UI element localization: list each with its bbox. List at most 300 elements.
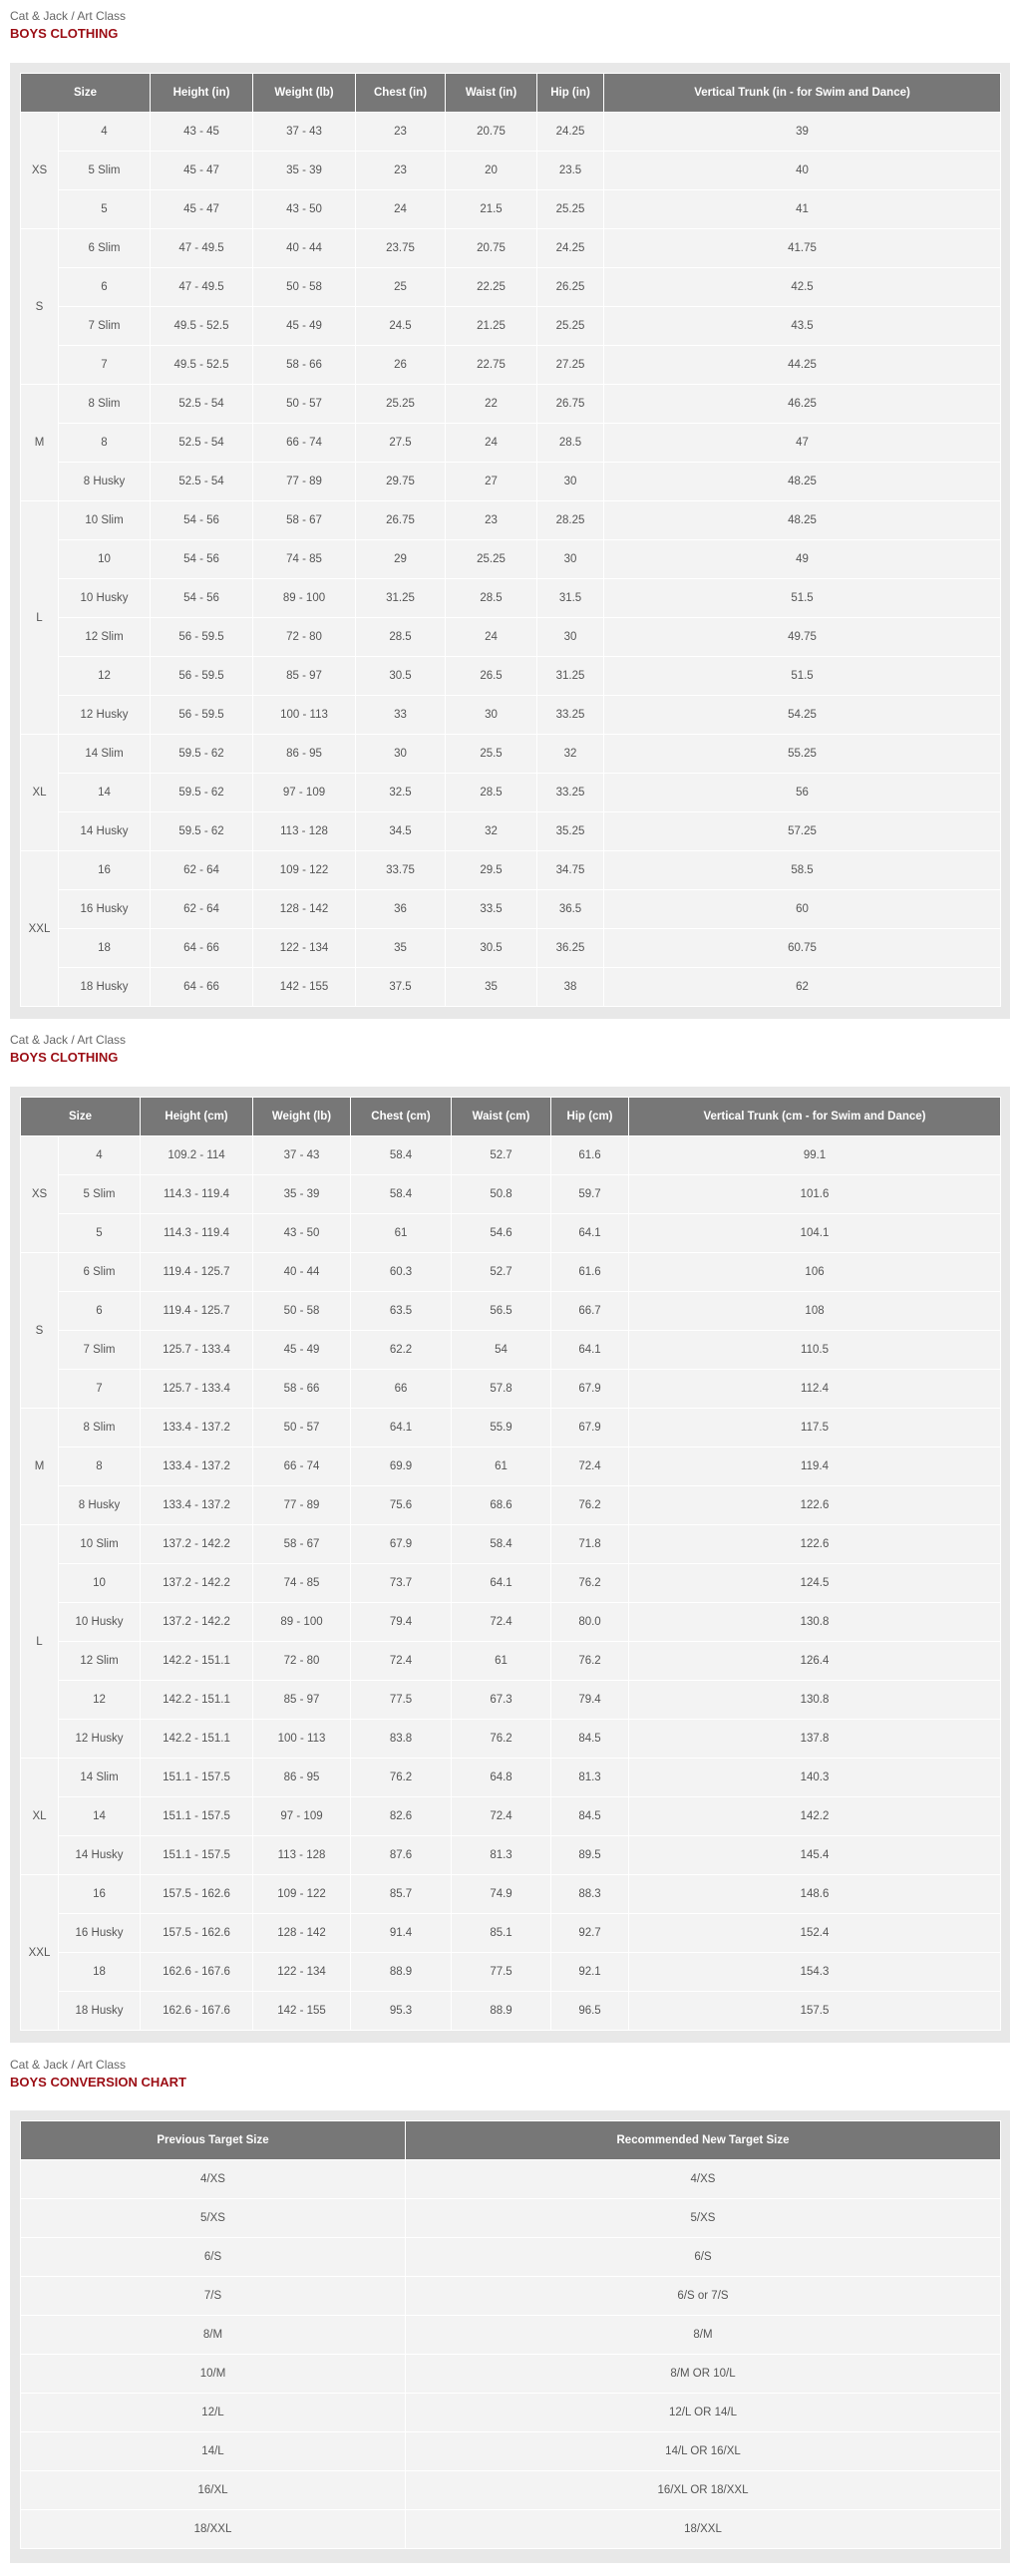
table-cell: 77 - 89 [253, 463, 356, 501]
table-cell: 50 - 58 [253, 1292, 351, 1331]
table-cell: 35 [446, 968, 537, 1007]
table-cell: 23 [356, 113, 446, 152]
table-cell: 82.6 [351, 1797, 452, 1836]
table-cell: 26.75 [537, 385, 604, 424]
table-cell: 64 - 66 [151, 968, 253, 1007]
table-row [21, 618, 1001, 657]
table-cell: 5 Slim [59, 152, 151, 190]
column-header: Weight (lb) [253, 1098, 351, 1136]
table-cell: 50 - 57 [253, 1409, 351, 1448]
table-cell: 52.5 - 54 [151, 385, 253, 424]
column-header: Chest (in) [356, 74, 446, 113]
table-row [21, 1681, 1001, 1720]
table-cell: 45 - 47 [151, 152, 253, 190]
table-cell: 47 [604, 424, 1001, 463]
table-cell: 33 [356, 696, 446, 735]
table-row [21, 1603, 1001, 1642]
table-row [21, 968, 1001, 1007]
table-cell: 58.4 [351, 1136, 452, 1175]
table-cell: 5 Slim [59, 1175, 141, 1214]
table-cell: 12 [59, 1681, 141, 1720]
table-row [21, 1564, 1001, 1603]
table-cell: 6/S [406, 2238, 1001, 2277]
table-row [21, 1331, 1001, 1370]
table-cell: 6 Slim [59, 229, 151, 268]
table-cell: 43.5 [604, 307, 1001, 346]
table-cell: 8 Slim [59, 385, 151, 424]
table-cell: 58.4 [351, 1175, 452, 1214]
table-cell: 59.5 - 62 [151, 774, 253, 812]
table-cell: 32.5 [356, 774, 446, 812]
table-cell: 145.4 [629, 1836, 1001, 1875]
table-cell: 30 [537, 540, 604, 579]
table-cell: 12 Husky [59, 1720, 141, 1759]
table-cell: 88.9 [452, 1992, 551, 2031]
table-row [21, 268, 1001, 307]
table-cell: 10 Husky [59, 579, 151, 618]
table-cell: 8/M [21, 2316, 406, 2355]
table-cell: 58 - 66 [253, 346, 356, 385]
table-cell: 58 - 67 [253, 501, 356, 540]
table-cell: 12 Slim [59, 1642, 141, 1681]
table-cell: 73.7 [351, 1564, 452, 1603]
table-cell: 37.5 [356, 968, 446, 1007]
table-cell: 10 Slim [59, 1525, 141, 1564]
column-header: Vertical Trunk (cm - for Swim and Dance) [629, 1098, 1001, 1136]
table-cell: 16 [59, 851, 151, 890]
table-cell: 125.7 - 133.4 [141, 1331, 253, 1370]
table-cell: 81.3 [452, 1836, 551, 1875]
table-cell: 77.5 [351, 1681, 452, 1720]
table-row [21, 1720, 1001, 1759]
table-cell: 30 [537, 463, 604, 501]
table-cell: 32 [537, 735, 604, 774]
table-cell: 62 - 64 [151, 851, 253, 890]
table-cell: 142.2 - 151.1 [141, 1720, 253, 1759]
table-cell: 67.9 [351, 1525, 452, 1564]
table-row [21, 540, 1001, 579]
table-cell: 24 [446, 618, 537, 657]
table-cell: 122 - 134 [253, 1953, 351, 1992]
table-cell: 130.8 [629, 1681, 1001, 1720]
table-cell: 41.75 [604, 229, 1001, 268]
table-row [21, 579, 1001, 618]
table-cell: 31.5 [537, 579, 604, 618]
section-title-3: BOYS CONVERSION CHART [10, 2075, 186, 2090]
table-cell: 117.5 [629, 1409, 1001, 1448]
table-cell: 4/XS [21, 2160, 406, 2199]
table-cell: 25.25 [446, 540, 537, 579]
table-cell: 4/XS [406, 2160, 1001, 2199]
table-cell: 59.5 - 62 [151, 735, 253, 774]
table-cell: 32 [446, 812, 537, 851]
table-cell: 62.2 [351, 1331, 452, 1370]
table-cell: 34.75 [537, 851, 604, 890]
table-cell: 151.1 - 157.5 [141, 1759, 253, 1797]
table-cell: 33.25 [537, 774, 604, 812]
table-cell: 142 - 155 [253, 968, 356, 1007]
table-cell: 27 [446, 463, 537, 501]
table-cell: 35 - 39 [253, 152, 356, 190]
table-cell: 113 - 128 [253, 812, 356, 851]
brand-label-2: Cat & Jack / Art Class [10, 1033, 127, 1047]
table-row [21, 774, 1001, 812]
table-row [21, 1992, 1001, 2031]
table-cell: 28.5 [446, 579, 537, 618]
table-cell: 87.6 [351, 1836, 452, 1875]
column-header: Size [21, 1098, 141, 1136]
size-chart-cm-panel [10, 1087, 1010, 2043]
table-cell: 56 - 59.5 [151, 657, 253, 696]
table-cell: 25.25 [537, 190, 604, 229]
table-cell: 54 - 56 [151, 579, 253, 618]
table-row [21, 1214, 1001, 1253]
table-cell: 28.25 [537, 501, 604, 540]
table-cell: 12 Slim [59, 618, 151, 657]
table-cell: 28.5 [537, 424, 604, 463]
table-cell: 59.5 - 62 [151, 812, 253, 851]
table-row [21, 1759, 1001, 1797]
table-cell: 125.7 - 133.4 [141, 1370, 253, 1409]
table-cell: 12 Husky [59, 696, 151, 735]
table-cell: 58 - 66 [253, 1370, 351, 1409]
table-cell: 76.2 [551, 1564, 629, 1603]
table-row [21, 307, 1001, 346]
table-cell: 54 [452, 1331, 551, 1370]
table-cell: 25.5 [446, 735, 537, 774]
table-cell: 26 [356, 346, 446, 385]
table-row [21, 1875, 1001, 1914]
table-cell: 28.5 [446, 774, 537, 812]
table-cell: 14 Slim [59, 1759, 141, 1797]
table-cell: 30.5 [356, 657, 446, 696]
table-cell: 16 Husky [59, 1914, 141, 1953]
table-cell: 8/M OR 10/L [406, 2355, 1001, 2394]
table-cell: 72.4 [452, 1797, 551, 1836]
table-row [21, 2160, 1001, 2199]
table-row [21, 2238, 1001, 2277]
table-cell: 35 [356, 929, 446, 968]
table-cell: 50 - 57 [253, 385, 356, 424]
table-cell: 23.75 [356, 229, 446, 268]
table-cell: 5/XS [21, 2199, 406, 2238]
table-cell: 109.2 - 114 [141, 1136, 253, 1175]
table-cell: 21.25 [446, 307, 537, 346]
table-cell: 86 - 95 [253, 735, 356, 774]
size-group-label: XL [21, 735, 59, 851]
table-row [21, 2510, 1001, 2549]
table-cell: 8 Slim [59, 1409, 141, 1448]
table-cell: 54 - 56 [151, 501, 253, 540]
column-header: Size [21, 74, 151, 113]
table-cell: 64.1 [452, 1564, 551, 1603]
table-cell: 14/L OR 16/XL [406, 2432, 1001, 2471]
table-cell: 162.6 - 167.6 [141, 1953, 253, 1992]
table-cell: 10 [59, 1564, 141, 1603]
table-cell: 63.5 [351, 1292, 452, 1331]
table-cell: 85 - 97 [253, 657, 356, 696]
table-cell: 64.1 [351, 1409, 452, 1448]
table-cell: 46.25 [604, 385, 1001, 424]
table-cell: 7 [59, 346, 151, 385]
table-cell: 45 - 49 [253, 307, 356, 346]
table-cell: 59.7 [551, 1175, 629, 1214]
table-cell: 62 [604, 968, 1001, 1007]
table-row [21, 2394, 1001, 2432]
table-cell: 4 [59, 113, 151, 152]
table-cell: 33.75 [356, 851, 446, 890]
table-cell: 24 [446, 424, 537, 463]
table-cell: 72.4 [452, 1603, 551, 1642]
table-cell: 100 - 113 [253, 696, 356, 735]
table-cell: 16 [59, 1875, 141, 1914]
table-cell: 56 [604, 774, 1001, 812]
table-cell: 126.4 [629, 1642, 1001, 1681]
table-cell: 130.8 [629, 1603, 1001, 1642]
table-cell: 113 - 128 [253, 1836, 351, 1875]
table-row [21, 890, 1001, 929]
table-cell: 89.5 [551, 1836, 629, 1875]
size-group-label: S [21, 229, 59, 385]
section-title-1: BOYS CLOTHING [10, 26, 119, 41]
table-cell: 106 [629, 1253, 1001, 1292]
table-cell: 14 Husky [59, 812, 151, 851]
table-row [21, 735, 1001, 774]
table-cell: 43 - 45 [151, 113, 253, 152]
table-cell: 142.2 - 151.1 [141, 1642, 253, 1681]
table-cell: 12/L [21, 2394, 406, 2432]
table-cell: 49.5 - 52.5 [151, 307, 253, 346]
table-cell: 109 - 122 [253, 851, 356, 890]
table-cell: 157.5 - 162.6 [141, 1875, 253, 1914]
table-cell: 66.7 [551, 1292, 629, 1331]
table-cell: 58.5 [604, 851, 1001, 890]
table-cell: 58 - 67 [253, 1525, 351, 1564]
table-cell: 89 - 100 [253, 1603, 351, 1642]
table-cell: 79.4 [351, 1603, 452, 1642]
table-cell: 137.2 - 142.2 [141, 1525, 253, 1564]
table-cell: 75.6 [351, 1486, 452, 1525]
table-cell: 84.5 [551, 1720, 629, 1759]
table-cell: 122 - 134 [253, 929, 356, 968]
table-cell: 77.5 [452, 1953, 551, 1992]
table-cell: 69.9 [351, 1448, 452, 1486]
table-cell: 4 [59, 1136, 141, 1175]
table-row [21, 229, 1001, 268]
table-cell: 79.4 [551, 1681, 629, 1720]
table-cell: 6/S or 7/S [406, 2277, 1001, 2316]
table-row [21, 929, 1001, 968]
table-cell: 24.5 [356, 307, 446, 346]
table-cell: 6/S [21, 2238, 406, 2277]
table-cell: 124.5 [629, 1564, 1001, 1603]
table-cell: 23.5 [537, 152, 604, 190]
table-cell: 72 - 80 [253, 618, 356, 657]
table-row [21, 2355, 1001, 2394]
table-header-row [21, 74, 1001, 113]
table-row [21, 501, 1001, 540]
table-cell: 64.1 [551, 1214, 629, 1253]
table-cell: 42.5 [604, 268, 1001, 307]
table-cell: 26.75 [356, 501, 446, 540]
table-cell: 30 [356, 735, 446, 774]
table-cell: 49.5 - 52.5 [151, 346, 253, 385]
table-cell: 128 - 142 [253, 890, 356, 929]
table-cell: 44.25 [604, 346, 1001, 385]
table-cell: 119.4 [629, 1448, 1001, 1486]
table-row [21, 1292, 1001, 1331]
table-row [21, 1175, 1001, 1214]
table-cell: 27.5 [356, 424, 446, 463]
table-cell: 74.9 [452, 1875, 551, 1914]
table-cell: 43 - 50 [253, 1214, 351, 1253]
table-cell: 29 [356, 540, 446, 579]
table-cell: 52.5 - 54 [151, 463, 253, 501]
table-cell: 61 [452, 1642, 551, 1681]
table-cell: 64 - 66 [151, 929, 253, 968]
table-cell: 72.4 [551, 1448, 629, 1486]
table-cell: 88.3 [551, 1875, 629, 1914]
table-cell: 133.4 - 137.2 [141, 1409, 253, 1448]
table-cell: 18/XXL [406, 2510, 1001, 2549]
table-cell: 60.3 [351, 1253, 452, 1292]
table-cell: 67.9 [551, 1370, 629, 1409]
table-row [21, 1797, 1001, 1836]
table-cell: 114.3 - 119.4 [141, 1175, 253, 1214]
table-cell: 54.25 [604, 696, 1001, 735]
table-cell: 10/M [21, 2355, 406, 2394]
table-cell: 81.3 [551, 1759, 629, 1797]
table-cell: 61.6 [551, 1136, 629, 1175]
table-cell: 57.25 [604, 812, 1001, 851]
brand-label-3: Cat & Jack / Art Class [10, 2058, 127, 2072]
table-cell: 86 - 95 [253, 1759, 351, 1797]
table-cell: 61 [351, 1214, 452, 1253]
table-row [21, 1525, 1001, 1564]
table-row [21, 424, 1001, 463]
table-cell: 95.3 [351, 1992, 452, 2031]
table-cell: 37 - 43 [253, 113, 356, 152]
table-cell: 8 Husky [59, 463, 151, 501]
table-cell: 20 [446, 152, 537, 190]
size-chart-inches-panel [10, 63, 1010, 1019]
table-cell: 5 [59, 190, 151, 229]
table-row [21, 152, 1001, 190]
table-cell: 47 - 49.5 [151, 268, 253, 307]
table-cell: 49 [604, 540, 1001, 579]
table-cell: 151.1 - 157.5 [141, 1836, 253, 1875]
table-cell: 36.5 [537, 890, 604, 929]
table-row [21, 851, 1001, 890]
column-header: Waist (in) [446, 74, 537, 113]
table-cell: 61 [452, 1448, 551, 1486]
table-cell: 23 [446, 501, 537, 540]
table-cell: 54.6 [452, 1214, 551, 1253]
table-row [21, 1253, 1001, 1292]
table-cell: 5 [59, 1214, 141, 1253]
table-cell: 100 - 113 [253, 1720, 351, 1759]
section-title-2: BOYS CLOTHING [10, 1050, 119, 1065]
table-cell: 56 - 59.5 [151, 618, 253, 657]
table-cell: 40 [604, 152, 1001, 190]
table-cell: 47 - 49.5 [151, 229, 253, 268]
table-cell: 20.75 [446, 113, 537, 152]
table-cell: 60.75 [604, 929, 1001, 968]
table-cell: 55.9 [452, 1409, 551, 1448]
table-cell: 119.4 - 125.7 [141, 1292, 253, 1331]
column-header: Hip (cm) [551, 1098, 629, 1136]
table-row [21, 1914, 1001, 1953]
table-cell: 50.8 [452, 1175, 551, 1214]
table-cell: 57.8 [452, 1370, 551, 1409]
table-cell: 18 Husky [59, 968, 151, 1007]
table-cell: 40 - 44 [253, 1253, 351, 1292]
table-cell: 7/S [21, 2277, 406, 2316]
table-cell: 35.25 [537, 812, 604, 851]
table-cell: 10 Husky [59, 1603, 141, 1642]
size-group-label: M [21, 1409, 59, 1525]
table-cell: 18/XXL [21, 2510, 406, 2549]
table-cell: 7 Slim [59, 1331, 141, 1370]
table-cell: 101.6 [629, 1175, 1001, 1214]
table-cell: 18 Husky [59, 1992, 141, 2031]
table-cell: 8 [59, 424, 151, 463]
table-cell: 39 [604, 113, 1001, 152]
table-cell: 45 - 49 [253, 1331, 351, 1370]
table-cell: 14 Husky [59, 1836, 141, 1875]
table-cell: 97 - 109 [253, 774, 356, 812]
table-cell: 85.7 [351, 1875, 452, 1914]
size-group-label: M [21, 385, 59, 501]
table-cell: 22.25 [446, 268, 537, 307]
table-cell: 20.75 [446, 229, 537, 268]
table-cell: 68.6 [452, 1486, 551, 1525]
table-cell: 48.25 [604, 463, 1001, 501]
table-cell: 92.7 [551, 1914, 629, 1953]
column-header: Weight (lb) [253, 74, 356, 113]
table-cell: 8/M [406, 2316, 1001, 2355]
table-cell: 6 [59, 1292, 141, 1331]
table-cell: 41 [604, 190, 1001, 229]
table-cell: 31.25 [356, 579, 446, 618]
table-cell: 128 - 142 [253, 1914, 351, 1953]
table-cell: 22.75 [446, 346, 537, 385]
table-row [21, 812, 1001, 851]
table-cell: 72 - 80 [253, 1642, 351, 1681]
table-cell: 33.25 [537, 696, 604, 735]
table-cell: 77 - 89 [253, 1486, 351, 1525]
table-cell: 142.2 - 151.1 [141, 1681, 253, 1720]
table-row [21, 2316, 1001, 2355]
table-cell: 66 - 74 [253, 1448, 351, 1486]
table-cell: 16/XL [21, 2471, 406, 2510]
table-cell: 114.3 - 119.4 [141, 1214, 253, 1253]
size-chart-cm-table [20, 1097, 1001, 2031]
table-row [21, 2277, 1001, 2316]
table-cell: 122.6 [629, 1525, 1001, 1564]
table-cell: 14/L [21, 2432, 406, 2471]
column-header: Vertical Trunk (in - for Swim and Dance) [604, 74, 1001, 113]
conversion-chart-table [20, 2120, 1001, 2549]
table-cell: 54 - 56 [151, 540, 253, 579]
table-cell: 108 [629, 1292, 1001, 1331]
table-cell: 104.1 [629, 1214, 1001, 1253]
table-cell: 137.2 - 142.2 [141, 1603, 253, 1642]
table-cell: 74 - 85 [253, 540, 356, 579]
table-cell: 18 [59, 1953, 141, 1992]
table-cell: 71.8 [551, 1525, 629, 1564]
table-cell: 14 [59, 1797, 141, 1836]
